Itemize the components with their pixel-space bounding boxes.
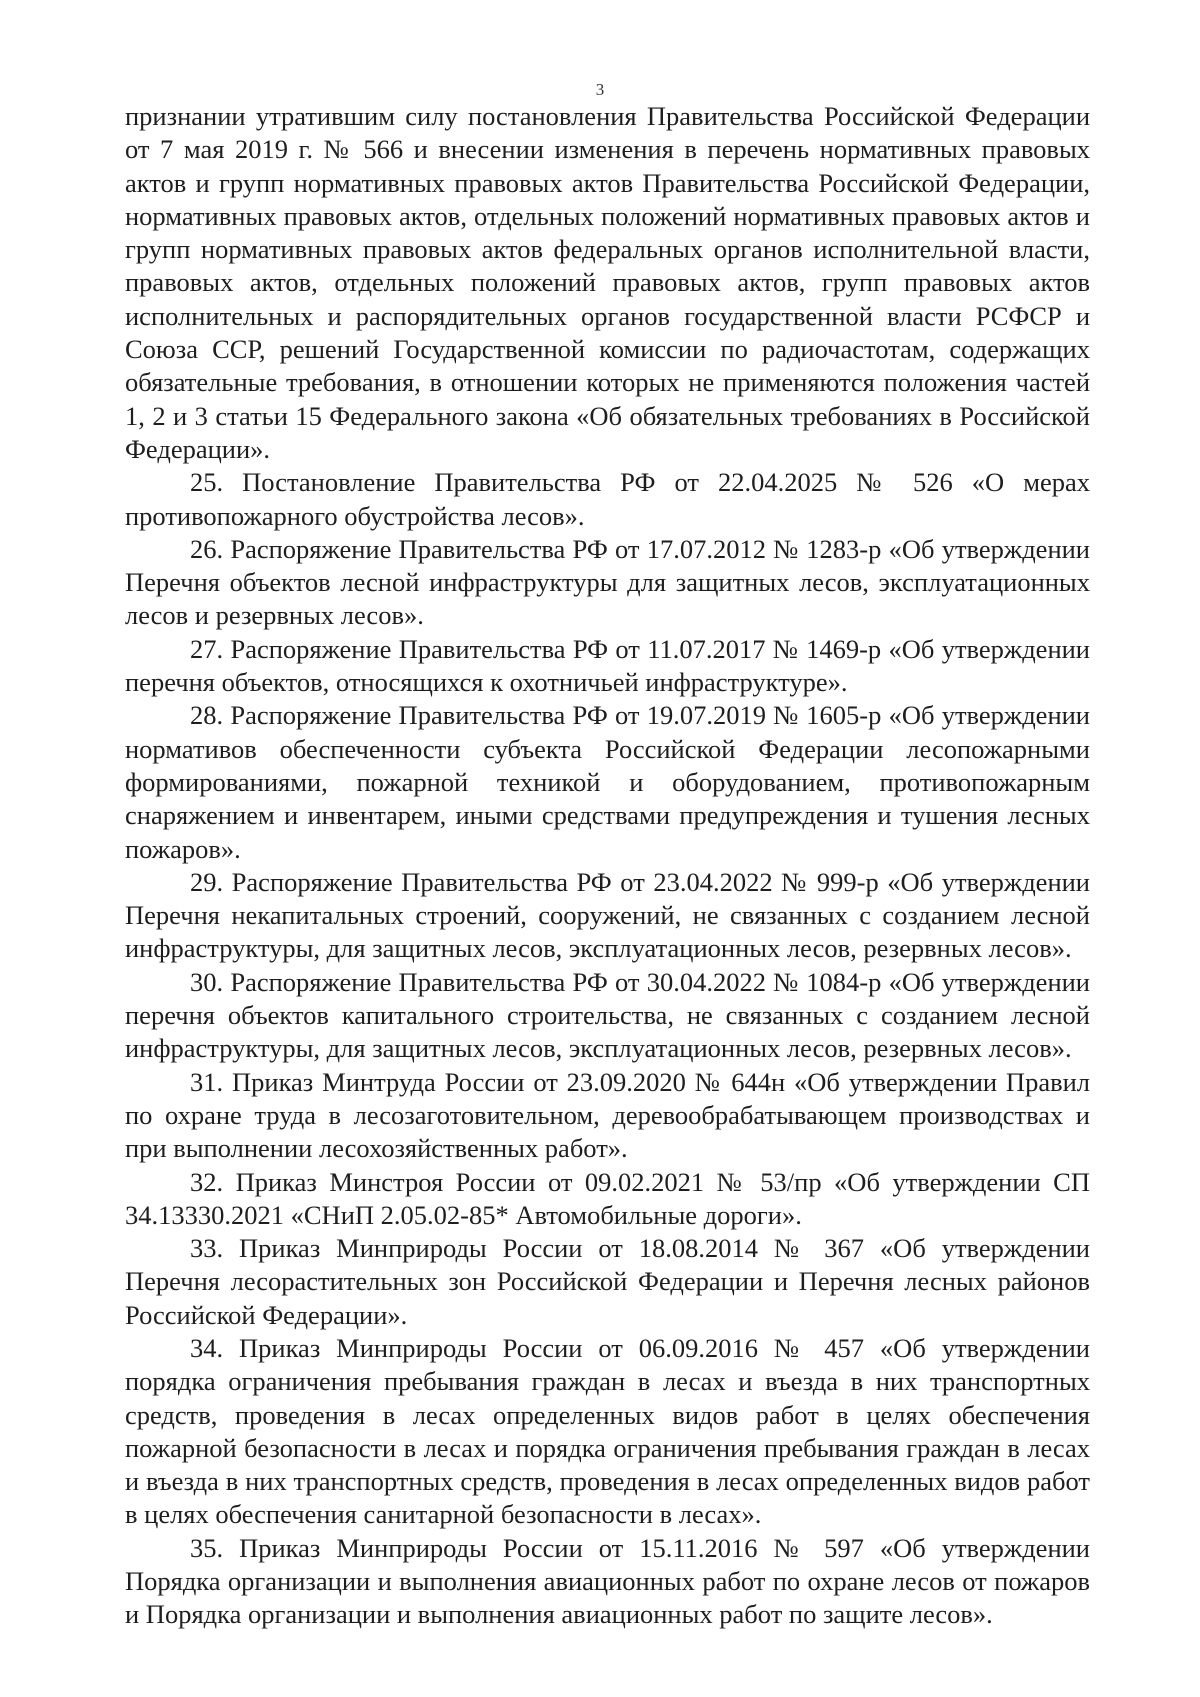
list-item-27: 27. Распоряжение Правительства РФ от 11.07.2017 № 1469-р «Об утверждении перечня объектов, относящихся к охотничьей инфраструктуре».: [125, 633, 1090, 698]
list-item-35: 35. Приказ Минприроды России от 15.11.2016 № 597 «Об утверждении Порядка организации и выполнения авиационных работ по охране лесов от пожаров и Порядка организации и выполнения авиационных работ по защите лесов».: [125, 1532, 1090, 1630]
list-item-29: 29. Распоряжение Правительства РФ от 23.04.2022 № 999-р «Об утверждении Перечня некапитальных строений, сооружений, не связанных с созданием лесной инфраструктуры, для защитных лесов, эксплуатационных лесов, резервных лесов».: [125, 866, 1090, 964]
list-item-28: 28. Распоряжение Правительства РФ от 19.07.2019 № 1605-р «Об утверждении нормативов обеспеченности субъекта Российской Федерации лесопожарными формированиями, пожарной техникой и оборудованием, противопожарным снаряжением и инвентарем, иными средствами предупреждения и тушения лесных пожаров».: [125, 700, 1090, 864]
document-body: [125, 100, 1090, 1632]
list-item-26: 26. Распоряжение Правительства РФ от 17.07.2012 № 1283-р «Об утверждении Перечня объектов лесной инфраструктуры для защитных лесов, эксплуатационных лесов и резервных лесов».: [125, 533, 1090, 631]
page-number: 3: [595, 80, 605, 99]
paragraph-continuation: признании утратившим силу постановления Правительства Российской Федерации от 7 мая 2019 г. № 566 и внесении изменения в перечень нормативных правовых актов и групп нормативных правовых актов Правительства Российской Федерации, нормативных правовых актов, отдельных положений нормативных правовых актов и групп нормативных правовых актов федеральных органов исполнительной власти, правовых актов, отдельных положений правовых актов, групп правовых актов исполнительных и распорядительных органов государственной власти РСФСР и Союза ССР, решений Государственной комиссии по радиочастотам, содержащих обязательные требования, в отношении которых не применяются положения частей 1, 2 и 3 статьи 15 Федерального закона «Об обязательных требованиях в Российской Федерации».: [125, 101, 1090, 464]
list-item-31: 31. Приказ Минтруда России от 23.09.2020 № 644н «Об утверждении Правил по охране труда в лесозаготовительном, деревообрабатывающем производствах и при выполнении лесохозяйственных работ».: [125, 1066, 1090, 1164]
list-item-34: 34. Приказ Минприроды России от 06.09.2016 № 457 «Об утверждении порядка ограничения пребывания граждан в лесах и въезда в них транспортных средств, проведения в лесах определенных видов работ в целях обеспечения пожарной безопасности в лесах и порядка ограничения пребывания граждан в лесах и въезда в них транспортных средств, проведения в лесах определенных видов работ в целях обеспечения санитарной безопасности в лесах».: [125, 1332, 1090, 1530]
list-item-25: 25. Постановление Правительства РФ от 22.04.2025 № 526 «О мерах противопожарного обустройства лесов».: [125, 467, 1090, 531]
list-item-32: 32. Приказ Минстроя России от 09.02.2021 № 53/пр «Об утверждении СП 34.13330.2021 «СНиП 2.05.02-85* Автомобильные дороги».: [125, 1166, 1090, 1230]
list-item-33: 33. Приказ Минприроды России от 18.08.2014 № 367 «Об утверждении Перечня лесорастительных зон Российской Федерации и Перечня лесных районов Российской Федерации».: [125, 1233, 1090, 1330]
list-item-30: 30. Распоряжение Правительства РФ от 30.04.2022 № 1084-р «Об утверждении перечня объектов капитального строительства, не связанных с созданием лесной инфраструктуры, для защитных лесов, эксплуатационных лесов, резервных лесов».: [125, 966, 1090, 1064]
